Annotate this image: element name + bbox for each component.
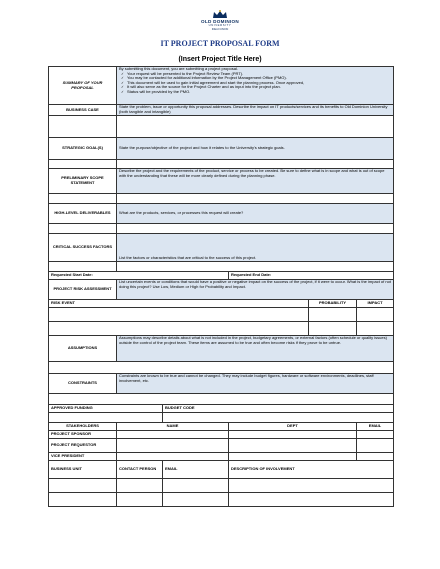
- business-unit-cell[interactable]: [49, 493, 117, 507]
- summary-bullet: ✓ This document will be used to gain initial agreement and start the planning process. Once approved,: [119, 81, 391, 86]
- strategic-goals-label: STRATEGIC GOAL(S): [49, 138, 117, 160]
- logo-sub: UNIVERSITY: [208, 23, 232, 27]
- contact-person-header: CONTACT PERSON: [117, 461, 163, 479]
- assumptions-answer[interactable]: [49, 362, 394, 374]
- business-case-label-blank: [49, 116, 117, 138]
- stakeholder-dept-cell[interactable]: [229, 439, 357, 453]
- stakeholder-name-header: NAME: [117, 423, 229, 431]
- stakeholders-header: STAKEHOLDERS: [49, 423, 117, 431]
- summary-intro: By submitting this document, you are submitting a project proposal.: [119, 66, 238, 71]
- approved-funding-label: APPROVED FUNDING: [49, 405, 163, 413]
- risk-event-cell[interactable]: [49, 322, 309, 336]
- impact-cell[interactable]: [357, 322, 394, 336]
- scope-label: PRELIMINARY SCOPE STATEMENT: [49, 169, 117, 194]
- stakeholder-email-cell[interactable]: [357, 439, 394, 453]
- requested-start-date[interactable]: Requested Start Date:: [49, 272, 229, 280]
- deliverables-label-blank: [49, 224, 117, 234]
- contact-person-cell[interactable]: [117, 493, 163, 507]
- business-case-label: BUSINESS CASE: [49, 105, 117, 116]
- stakeholder-dept-cell[interactable]: [229, 431, 357, 439]
- budget-code-label: BUDGET CODE: [163, 405, 394, 413]
- business-unit-cell[interactable]: [49, 479, 117, 493]
- probability-header: PROBABILITY: [309, 300, 357, 308]
- impact-header: IMPACT: [357, 300, 394, 308]
- summary-text: [117, 67, 394, 105]
- involvement-header: DESCRIPTION OF INVOLVEMENT: [229, 461, 394, 479]
- stakeholder-row-label: VICE PRESIDENT: [49, 453, 117, 461]
- scope-answer[interactable]: [117, 194, 394, 204]
- constraints-text: Constraints are known to be true and cannot be changed. They may include budget figures, hardware or software environments, deadlines, staff involvement, etc.: [117, 374, 394, 394]
- page-title: IT PROJECT PROPOSAL FORM: [160, 39, 280, 48]
- deliverables-answer[interactable]: [117, 224, 394, 234]
- stakeholder-row-label: PROJECT REQUESTOR: [49, 439, 117, 453]
- summary-label: SUMMARY OF YOUR PROPOSAL: [49, 67, 117, 105]
- proposal-form: [48, 66, 394, 507]
- requested-end-date[interactable]: Requested End Date:: [229, 272, 394, 280]
- scope-text: Describe the project and the requirements of the product, service or process to be created. Be sure to define what is in scope and what is out of scope with the understanding that these will be more clearly defined during the planning phase.: [117, 169, 394, 194]
- risk-assessment-label: PROJECT RISK ASSESSMENT: [49, 280, 117, 300]
- business-unit-email-cell[interactable]: [163, 479, 229, 493]
- constraints-label: CONSTRAINTS: [49, 374, 117, 394]
- business-unit-email-header: EMAIL: [163, 461, 229, 479]
- business-case-text: State the problem, issue or opportunity this proposal addresses. Describe the impact on IT products/services and its benefits to Old Dominion University (both tangible and intangible): [117, 105, 394, 116]
- stakeholder-dept-header: DEPT: [229, 423, 357, 431]
- budget-code-cell[interactable]: [163, 413, 394, 423]
- constraints-answer[interactable]: [49, 394, 394, 405]
- success-factors-label-blank: [49, 262, 117, 272]
- risk-assessment-text: List uncertain events or conditions that would have a positive or negative impact on the success of the project, if it were to occur. What is the impact of not doing this project? Use Low, Medium or High for Probability and Impact.: [117, 280, 394, 300]
- assumptions-label: ASSUMPTIONS: [49, 336, 117, 362]
- stakeholder-name-cell[interactable]: [117, 431, 229, 439]
- deliverables-text: What are the products, services, or processes this request will create?: [117, 204, 394, 224]
- risk-event-cell[interactable]: [49, 308, 309, 322]
- logo-tag: IDEA FUSION: [211, 27, 229, 31]
- risk-event-header: RISK EVENT: [49, 300, 309, 308]
- scope-label-blank: [49, 194, 117, 204]
- project-title-placeholder: (Insert Project Title Here): [178, 56, 262, 63]
- assumptions-text: Assumptions may describe details about what is not included in the project, budgetary agreements, or external factors (often schedule or quality issues) outside the control of the project team. These items are assumed to be true and often become risks if they prove to be untrue.: [117, 336, 394, 362]
- university-logo: [184, 10, 256, 31]
- strategic-goals-text: State the purpose/objective of the project and how it relates to the University's strategic goals.: [117, 138, 394, 160]
- success-factors-text: List the factors or characteristics that are critical to the success of this project.: [117, 234, 394, 262]
- summary-bullet: ✓ Status will be provided by the PMO.: [119, 90, 391, 95]
- strategic-goals-answer[interactable]: [117, 160, 394, 169]
- summary-bullet: ✓ Your request will be presented to the Project Review Team (PRT).: [119, 72, 391, 77]
- probability-cell[interactable]: [309, 322, 357, 336]
- logo-name: OLD DOMINION: [200, 19, 240, 24]
- deliverables-label: HIGH-LEVEL DELIVERABLES: [49, 204, 117, 224]
- involvement-cell[interactable]: [229, 479, 394, 493]
- involvement-cell[interactable]: [229, 493, 394, 507]
- success-factors-label: CRITICAL SUCCESS FACTORS: [49, 234, 117, 262]
- stakeholder-email-cell[interactable]: [357, 453, 394, 461]
- business-unit-header: BUSINESS UNIT: [49, 461, 117, 479]
- summary-bullet: ✓ You may be contacted for additional information by the Project Management Office (PMO).: [119, 76, 391, 81]
- impact-cell[interactable]: [357, 308, 394, 322]
- business-case-answer[interactable]: [117, 116, 394, 138]
- crown-icon: [212, 10, 228, 19]
- contact-person-cell[interactable]: [117, 479, 163, 493]
- summary-bullet: ✓ It will also serve as the source for the Project Charter and as input into the project plan.: [119, 85, 391, 90]
- approved-funding-cell[interactable]: [49, 413, 163, 423]
- stakeholder-email-cell[interactable]: [357, 431, 394, 439]
- stakeholder-dept-cell[interactable]: [229, 453, 357, 461]
- strategic-goals-label-blank: [49, 160, 117, 169]
- stakeholder-name-cell[interactable]: [117, 453, 229, 461]
- stakeholder-name-cell[interactable]: [117, 439, 229, 453]
- stakeholder-row-label: PROJECT SPONSOR: [49, 431, 117, 439]
- stakeholder-email-header: EMAIL: [357, 423, 394, 431]
- success-factors-answer[interactable]: [117, 262, 394, 272]
- business-unit-email-cell[interactable]: [163, 493, 229, 507]
- probability-cell[interactable]: [309, 308, 357, 322]
